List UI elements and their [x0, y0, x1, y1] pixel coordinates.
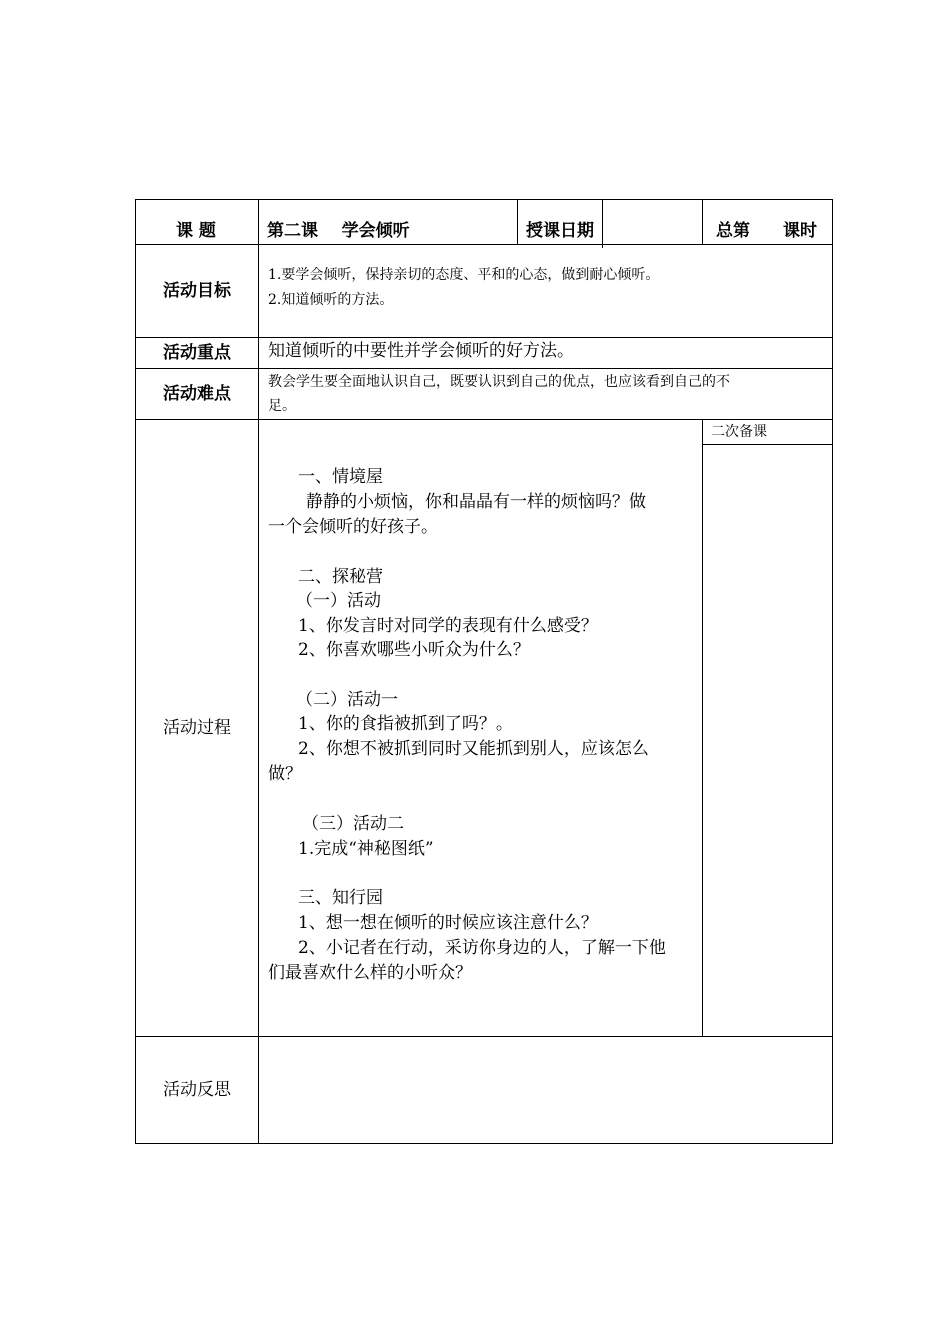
header-divider: [517, 199, 518, 245]
difficulty-label: 活动难点: [163, 384, 231, 404]
row-divider: [135, 244, 833, 245]
goal-line-1: 1.要学会倾听，保持亲切的态度、平和的心态，做到耐心倾听。: [268, 267, 660, 283]
table-border-right: [832, 199, 833, 1144]
difficulty-line-2: 足。: [268, 398, 296, 414]
row-divider: [135, 419, 833, 420]
table-border-bottom: [135, 1143, 833, 1144]
process-line: 们最喜欢什么样的小听众？: [268, 963, 472, 983]
process-line: （三）活动二: [302, 814, 404, 834]
process-line: 1、你的食指被抓到了吗？。: [298, 714, 513, 734]
process-line: （二）活动一: [296, 690, 398, 710]
row-divider: [135, 1036, 833, 1037]
secondary-prep-label: 二次备课: [711, 424, 767, 440]
process-line: 二、探秘营: [298, 567, 383, 587]
focus-label: 活动重点: [163, 343, 231, 363]
process-line: 2、小记者在行动，采访你身边的人，了解一下他: [298, 938, 666, 958]
process-line: 做？: [268, 764, 302, 784]
difficulty-line-1: 教会学生要全面地认识自己，既要认识到自己的优点，也应该看到自己的不: [268, 374, 730, 390]
process-line: 一个会倾听的好孩子。: [268, 517, 438, 537]
process-line: 三、知行园: [298, 888, 383, 908]
process-line: 1、想一想在倾听的时候应该注意什么？: [298, 913, 598, 933]
focus-text: 知道倾听的中要性并学会倾听的好方法。: [268, 341, 574, 361]
secondary-column-divider: [702, 419, 703, 1037]
process-label: 活动过程: [163, 718, 231, 738]
row-divider: [135, 337, 833, 338]
label-column-divider: [258, 199, 259, 1144]
process-line: 一、情境屋: [298, 467, 383, 487]
process-line: 2、你想不被抓到同时又能抓到别人，应该怎么: [298, 739, 649, 759]
header-divider: [702, 199, 703, 245]
hours-label: 课时: [783, 221, 817, 241]
process-line: 1、你发言时对同学的表现有什么感受？: [298, 616, 598, 636]
topic-label: 课 题: [176, 221, 216, 241]
lesson-title: 第二课 学会倾听: [267, 221, 410, 241]
process-line: 1.完成“神秘图纸”: [298, 839, 434, 859]
date-label: 授课日期: [526, 221, 594, 241]
row-divider: [135, 368, 833, 369]
secondary-divider: [702, 444, 833, 445]
table-border-top: [135, 199, 833, 200]
header-divider: [602, 199, 603, 248]
goal-line-2: 2.知道倾听的方法。: [268, 292, 394, 308]
reflection-label: 活动反思: [163, 1080, 231, 1100]
process-line: 静静的小烦恼，你和晶晶有一样的烦恼吗？做: [306, 492, 646, 512]
goal-label: 活动目标: [163, 281, 231, 301]
process-line: （一）活动: [296, 591, 381, 611]
total-label: 总第: [716, 221, 750, 241]
process-line: 2、你喜欢哪些小听众为什么？: [298, 640, 530, 660]
